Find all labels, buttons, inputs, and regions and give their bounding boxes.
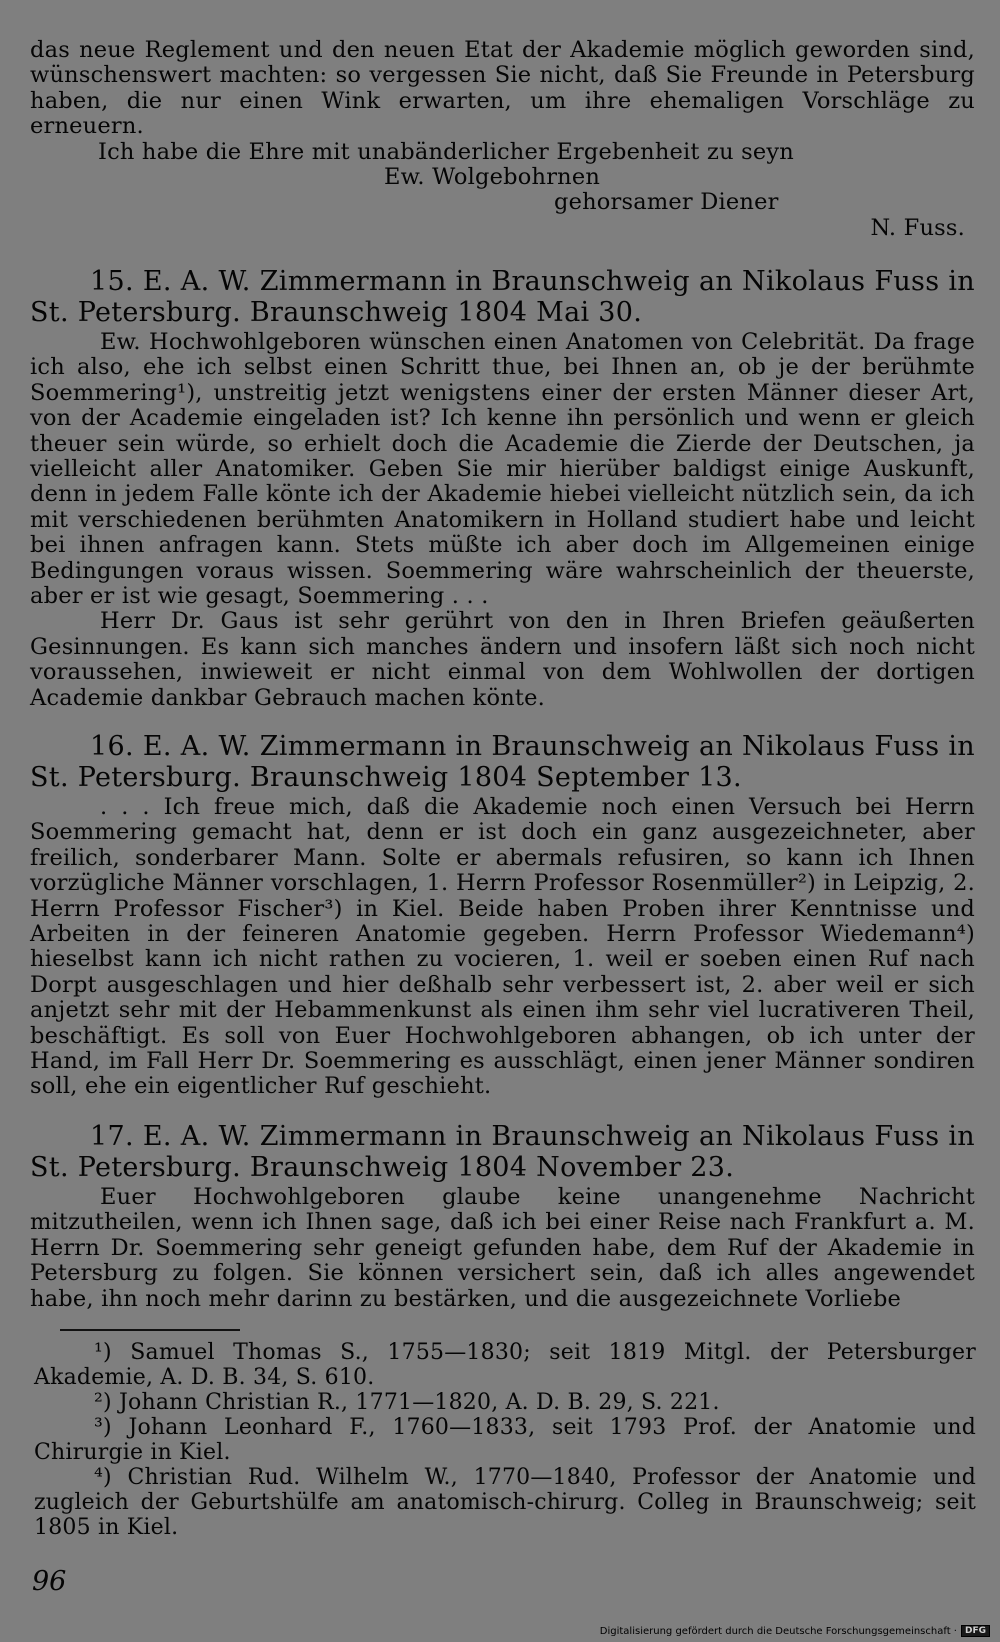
dfg-logo-icon: DFG — [961, 1625, 990, 1637]
footnote: ²) Johann Christian R., 1771—1820, A. D. B. 29, S. 221. — [94, 1390, 720, 1415]
letter-14-closing — [30, 140, 975, 242]
letter-15-paragraph: Herr Dr. Gaus ist sehr gerührt von den in Ihren Briefen geäußerten Gesinnungen. Es kann sich manches ändern und insofern läßt sich noch nicht voraussehen, inwieweit er nicht einmal von dem Wohlwollen der dortigen Academie dankbar Gebrauch machen könte. — [30, 608, 975, 711]
footnote-divider — [60, 1329, 240, 1331]
footnotes — [34, 1340, 976, 1540]
footnote: ¹) Samuel Thomas S., 1755—1830; seit 1819 Mitgl. der Petersburger Akademie, A. D. B. 34, S. 610. — [34, 1340, 976, 1390]
footnote: ⁴) Christian Rud. Wilhelm W., 1770—1840, Professor der Anatomie und zugleich der Geburtshülfe am anatomisch-chirurg. Colleg in Braunschweig; seit 1805 in Kiel. — [34, 1465, 976, 1540]
heading-line: St. Petersburg. Braunschweig 1804 September 13. — [30, 762, 742, 793]
closing-line: Ich habe die Ehre mit unabänderlicher Ergebenheit zu seyn — [98, 138, 794, 165]
page-number: 96 — [32, 1566, 67, 1597]
closing-line: Ew. Wolgebohrnen — [384, 164, 601, 191]
credit-text: Digitalisierung gefördert durch die Deutsche Forschungsgemeinschaft · — [599, 1625, 957, 1637]
letter-14-final-paragraph: das neue Reglement und den neuen Etat der Akademie möglich geworden sind, wünschenswert machten: so vergessen Sie nicht, daß Sie Freunde in Petersburg haben, die nur einen Wink erwarten, um ihre ehemaligen Vorschläge zu erneuern. — [30, 37, 975, 140]
footnote: ³) Johann Leonhard F., 1760—1833, seit 1793 Prof. der Anatomie und Chirurgie in Kiel. — [34, 1415, 976, 1465]
letter-15-heading — [30, 266, 975, 328]
letter-16 — [30, 731, 975, 1100]
letter-17 — [30, 1121, 975, 1312]
letter-16-heading — [30, 731, 975, 793]
heading-line: 16. E. A. W. Zimmermann in Braunschweig an Nikolaus Fuss in — [90, 731, 975, 762]
letter-17-paragraph: Euer Hochwohlgeboren glaube keine unangenehme Nachricht mitzutheilen, wenn ich Ihnen sage, daß ich bei einer Reise nach Frankfurt a. M. Herrn Dr. Soemmering sehr geneigt gefunden habe, dem Ruf der Akademie in Petersburg zu folgen. Sie können versichert sein, daß ich alles angewendet habe, ihn noch mehr darinn zu bestärken, und die ausgezeichnete Vorliebe — [30, 1184, 975, 1312]
heading-line: 17. E. A. W. Zimmermann in Braunschweig an Nikolaus Fuss in — [90, 1121, 975, 1152]
letter-15 — [30, 266, 975, 711]
digitization-credit — [600, 1625, 990, 1637]
heading-line: 15. E. A. W. Zimmermann in Braunschweig an Nikolaus Fuss in — [90, 266, 975, 297]
heading-line: St. Petersburg. Braunschweig 1804 Mai 30. — [30, 297, 643, 328]
closing-line: gehorsamer Diener — [554, 189, 779, 216]
heading-line: St. Petersburg. Braunschweig 1804 November 23. — [30, 1152, 735, 1183]
signature: N. Fuss. — [870, 214, 965, 241]
letter-14-ending — [30, 38, 975, 241]
letter-15-paragraph: Ew. Hochwohlgeboren wünschen einen Anatomen von Celebrität. Da frage ich also, ehe ich selbst einen Schritt thue, bei Ihnen an, ob je der berühmte Soemmering¹), unstreitig jetzt wenigstens einer der ersten Männer dieser Art, von der Academie eingeladen ist? Ich kenne ihn persönlich und wenn er gleich theuer sein würde, so erhielt doch die Academie die Zierde der Deutschen, ja vielleicht aller Anatomiker. Geben Sie mir hierüber baldigst einige Auskunft, denn in jedem Falle könte ich der Akademie hiebei vielleicht nützlich sein, da ich mit verschiedenen berühmten Anatomikern in Holland studiert habe und leicht bei ihnen anfragen kann. Stets müßte ich aber doch im Allgemeinen einige Bedingungen voraus wissen. Soemmering wäre wahrscheinlich der theuerste, aber er ist wie gesagt, Soemmering . . . — [30, 329, 975, 610]
letter-16-paragraph: . . . Ich freue mich, daß die Akademie noch einen Versuch bei Herrn Soemmering gemacht hat, denn er ist doch ein ganz ausgezeichneter, aber freilich, sonderbarer Mann. Solte er abermals refusiren, so kann ich Ihnen vorzügliche Männer vorschlagen, 1. Herrn Professor Rosenmüller²) in Leipzig, 2. Herrn Professor Fischer³) in Kiel. Beide haben Proben ihrer Kenntnisse und Arbeiten in der feineren Anatomie gegeben. Herrn Professor Wiedemann⁴) hieselbst kann ich nicht rathen zu vocieren, 1. weil er soeben einen Ruf nach Dorpt ausgeschlagen und hier deßhalb sehr verbessert ist, 2. aber weil er sich anjetzt sehr mit der Hebammenkunst als einen ihm sehr viel lucrativeren Theil, beschäftigt. Es soll von Euer Hochwohlgeboren abhangen, ob ich unter der Hand, im Fall Herr Dr. Soemmering es ausschlägt, einen jener Männer sondiren soll, ehe ein eigentlicher Ruf geschieht. — [30, 794, 975, 1100]
letter-17-heading — [30, 1121, 975, 1183]
